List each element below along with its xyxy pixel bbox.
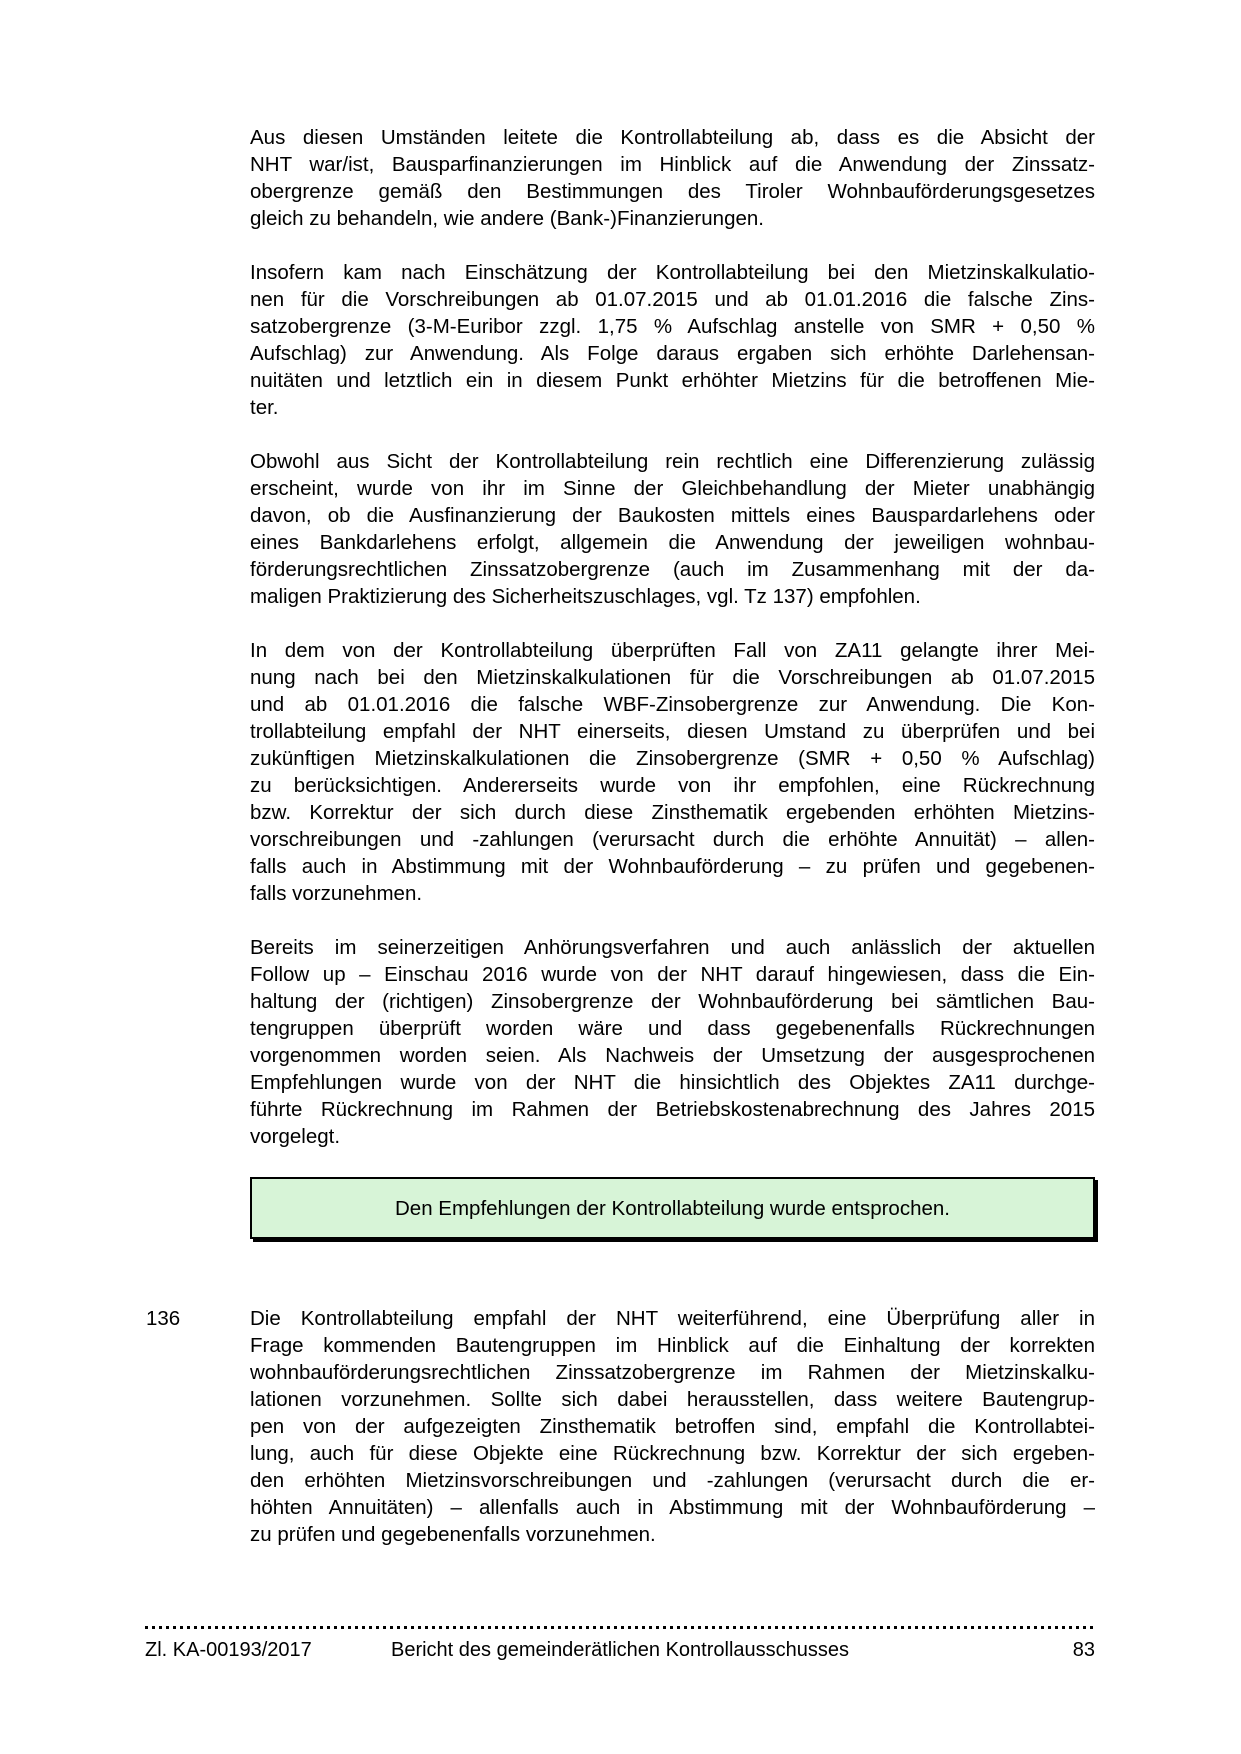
text-line: satzobergrenze (3-M-Euribor zzgl. 1,75 % Aufschlag anstelle von SMR + 0,50 % (250, 315, 1095, 338)
text-line: falls auch in Abstimmung mit der Wohnbauförderung – zu prüfen und gegebenen- (250, 855, 1095, 878)
footer-page-number: 83 (1072, 1639, 1095, 1661)
paragraph (250, 934, 1095, 1150)
page-footer (145, 1626, 1095, 1662)
text-line: In dem von der Kontrollabteilung überprüften Fall von ZA11 gelangte ihrer Mei- (250, 639, 1095, 662)
text-line: zukünftigen Mietzinskalkulationen die Zinsobergrenze (SMR + 0,50 % Aufschlag) (250, 747, 1095, 770)
text-line: vorgelegt. (250, 1125, 341, 1148)
paragraph (250, 124, 1095, 232)
text-line: Empfehlungen wurde von der NHT die hinsichtlich des Objektes ZA11 durchge- (250, 1071, 1095, 1094)
paragraph-number: 136 (146, 1307, 181, 1330)
report-body (146, 124, 1095, 1575)
text-line: höhten Annuitäten) – allenfalls auch in Abstimmung mit der Wohnbauförderung – (250, 1496, 1095, 1519)
footer-dotted-rule (145, 1626, 1095, 1629)
text-line: falls vorzunehmen. (250, 882, 423, 905)
text-line: NHT war/ist, Bausparfinanzierungen im Hinblick auf die Anwendung der Zinssatz- (250, 153, 1095, 176)
text-line: bzw. Korrektur der sich durch diese Zinsthematik ergebenden erhöhten Mietzins- (250, 801, 1095, 824)
text-line: Die Kontrollabteilung empfahl der NHT weiterführend, eine Überprüfung aller in (250, 1307, 1095, 1330)
text-line: pen von der aufgezeigten Zinsthematik betroffen sind, empfahl die Kontrollabtei- (250, 1415, 1095, 1438)
text-line: tengruppen überprüft worden wäre und dass gegebenenfalls Rückrechnungen (250, 1017, 1095, 1040)
text-line: Bereits im seinerzeitigen Anhörungsverfahren und auch anlässlich der aktuellen (250, 936, 1095, 959)
text-line: Frage kommenden Bautengruppen im Hinblick auf die Einhaltung der korrekten (250, 1334, 1095, 1357)
text-line: davon, ob die Ausfinanzierung der Baukosten mittels eines Bauspardarlehens oder (250, 504, 1095, 527)
text-line: maligen Praktizierung des Sicherheitszuschlages, vgl. Tz 137) empfohlen. (250, 585, 921, 608)
footer-row (145, 1638, 1095, 1662)
text-line: nuitäten und letztlich ein in diesem Punkt erhöhter Mietzins für die betroffenen Mie- (250, 369, 1095, 392)
text-line: Aufschlag) zur Anwendung. Als Folge daraus ergaben sich erhöhte Darlehensan- (250, 342, 1095, 365)
text-line: Aus diesen Umständen leitete die Kontrollabteilung ab, dass es die Absicht der (250, 126, 1095, 149)
text-line: haltung der (richtigen) Zinsobergrenze der Wohnbauförderung bei sämtlichen Bau- (250, 990, 1095, 1013)
text-line: vorgenommen worden seien. Als Nachweis der Umsetzung der ausgesprochenen (250, 1044, 1095, 1067)
footer-reference: Zl. KA-00193/2017 (145, 1639, 312, 1661)
text-line: lationen vorzunehmen. Sollte sich dabei herausstellen, dass weitere Bautengrup- (250, 1388, 1095, 1411)
text-line: zu prüfen und gegebenenfalls vorzunehmen. (250, 1523, 656, 1546)
text-line: erscheint, wurde von ihr im Sinne der Gleichbehandlung der Mieter unabhängig (250, 477, 1095, 500)
text-line: Follow up – Einschau 2016 wurde von der NHT darauf hingewiesen, dass die Ein- (250, 963, 1095, 986)
text-line: förderungsrechtlichen Zinssatzobergrenze (auch im Zusammenhang mit der da- (250, 558, 1095, 581)
text-line: zu berücksichtigen. Andererseits wurde von ihr empfohlen, eine Rückrechnung (250, 774, 1095, 797)
paragraph (250, 259, 1095, 421)
text-line: eines Bankdarlehens erfolgt, allgemein die Anwendung der jeweiligen wohnbau- (250, 531, 1095, 554)
text-line: gleich zu behandeln, wie andere (Bank-)Finanzierungen. (250, 207, 764, 230)
text-line: Insofern kam nach Einschätzung der Kontrollabteilung bei den Mietzinskalkulatio- (250, 261, 1095, 284)
text-line: trollabteilung empfahl der NHT einerseits, diesen Umstand zu überprüfen und bei (250, 720, 1095, 743)
footer-title: Bericht des gemeinderätlichen Kontrollausschusses (390, 1639, 850, 1661)
text-line: ter. (250, 396, 279, 419)
text-line: lung, auch für diese Objekte eine Rückrechnung bzw. Korrektur der sich ergeben- (250, 1442, 1095, 1465)
paragraph (250, 637, 1095, 907)
text-line: nung nach bei den Mietzinskalkulationen für die Vorschreibungen ab 01.07.2015 (250, 666, 1095, 689)
paragraph (146, 1305, 1095, 1548)
paragraph (250, 448, 1095, 610)
compliance-note-text: Den Empfehlungen der Kontrollabteilung wurde entsprochen. (394, 1196, 950, 1220)
text-line: wohnbauförderungsrechtlichen Zinssatzobergrenze im Rahmen der Mietzinskalku- (250, 1361, 1095, 1384)
text-line: obergrenze gemäß den Bestimmungen des Tiroler Wohnbauförderungsgesetzes (250, 180, 1095, 203)
text-line: und ab 01.01.2016 die falsche WBF-Zinsobergrenze zur Anwendung. Die Kon- (250, 693, 1095, 716)
compliance-note-box (250, 1177, 1095, 1239)
text-line: nen für die Vorschreibungen ab 01.07.2015 und ab 01.01.2016 die falsche Zins- (250, 288, 1095, 311)
text-line: Obwohl aus Sicht der Kontrollabteilung rein rechtlich eine Differenzierung zulässig (250, 450, 1095, 473)
text-line: führte Rückrechnung im Rahmen der Betriebskostenabrechnung des Jahres 2015 (250, 1098, 1095, 1121)
text-line: vorschreibungen und -zahlungen (verursacht durch die erhöhte Annuität) – allen- (250, 828, 1095, 851)
text-line: den erhöhten Mietzinsvorschreibungen und -zahlungen (verursacht durch die er- (250, 1469, 1095, 1492)
